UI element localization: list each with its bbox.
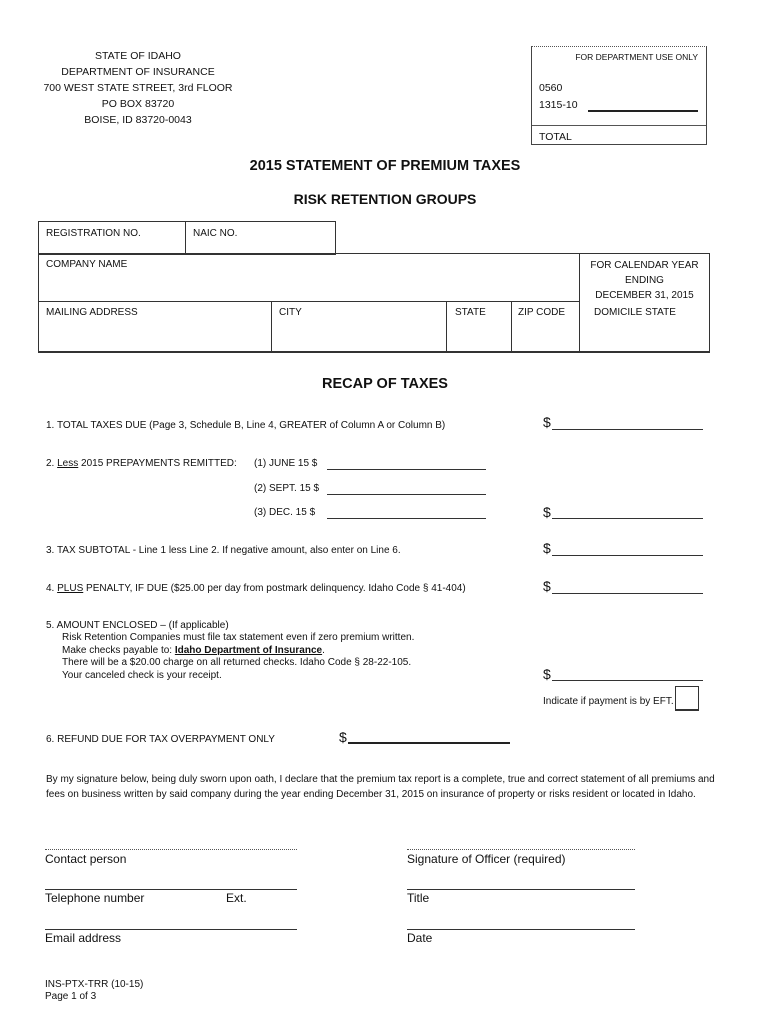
company-name-field[interactable]: COMPANY NAME	[46, 259, 128, 270]
sept-prepayment-label: (2) SEPT. 15 $	[254, 483, 320, 494]
form-title: 2015 STATEMENT OF PREMIUM TAXES	[249, 158, 521, 174]
divider	[39, 301, 579, 302]
line2-less: Less	[57, 458, 79, 469]
eft-label: Indicate if payment is by EFT.	[543, 696, 674, 707]
dec-prepayment-label: (3) DEC. 15 $	[254, 507, 316, 518]
agency-address	[38, 48, 238, 128]
line1-amount-field[interactable]	[552, 418, 703, 430]
city-field[interactable]: CITY	[279, 307, 302, 318]
line2-number: 2.	[46, 458, 58, 469]
line4-number: 4.	[46, 583, 58, 594]
june-prepayment-label: (1) JUNE 15 $	[254, 458, 318, 469]
contact-person-line[interactable]	[45, 849, 297, 850]
line4-amount-field[interactable]	[552, 582, 703, 594]
line2-amount-field[interactable]	[552, 507, 703, 519]
officer-signature-line[interactable]	[407, 849, 635, 850]
payee-name: Idaho Department of Insurance	[174, 644, 323, 656]
dept-code-entry-line[interactable]	[588, 110, 698, 112]
registration-no-field[interactable]: REGISTRATION NO.	[46, 228, 141, 239]
line2-prepayments-label	[46, 458, 237, 469]
agency-line: STATE OF IDAHO	[95, 50, 181, 62]
dollar-sign: $	[543, 540, 551, 556]
line4-penalty-label	[46, 583, 466, 594]
instruction-line: Your canceled check is your receipt.	[62, 669, 222, 681]
officer-signature-label: Signature of Officer (required)	[407, 852, 566, 866]
title-line[interactable]	[407, 889, 635, 890]
calendar-year-line: ENDING	[625, 275, 664, 286]
company-info-box	[38, 253, 710, 353]
instruction-line: There will be a $20.00 charge on all returned checks. Idaho Code § 28-22-105.	[62, 657, 412, 668]
dollar-sign: $	[543, 504, 551, 520]
divider	[271, 301, 272, 351]
zip-code-field[interactable]: ZIP CODE	[518, 307, 566, 318]
dept-code-1315: 1315-10	[539, 99, 578, 111]
divider	[185, 222, 186, 254]
eft-checkbox[interactable]	[675, 686, 699, 711]
line4-plus: PLUS	[57, 583, 84, 594]
contact-person-label: Contact person	[45, 852, 127, 866]
department-use-header: FOR DEPARTMENT USE ONLY	[575, 52, 698, 62]
dec-prepayment-field[interactable]	[327, 507, 486, 519]
payee-end: .	[322, 644, 325, 656]
divider	[532, 125, 706, 126]
instruction-line	[62, 645, 414, 658]
calendar-year-label	[580, 258, 709, 303]
state-field[interactable]: STATE	[455, 307, 486, 318]
naic-no-field[interactable]: NAIC NO.	[193, 228, 238, 239]
line2-text: 2015 PREPAYMENTS REMITTED:	[78, 458, 237, 469]
dept-code-0560: 0560	[539, 82, 563, 94]
line6-refund-label: 6. REFUND DUE FOR TAX OVERPAYMENT ONLY	[46, 734, 275, 745]
dollar-sign: $	[543, 414, 551, 430]
line5-amount-field[interactable]	[552, 669, 703, 681]
registration-box	[38, 221, 336, 255]
extension-label: Ext.	[226, 891, 247, 905]
line1-total-taxes-label: 1. TOTAL TAXES DUE (Page 3, Schedule B, Line 4, GREATER of Column A or Column B)	[46, 420, 446, 431]
form-number: INS-PTX-TRR (10-15)	[45, 979, 144, 990]
calendar-year-line: DECEMBER 31, 2015	[595, 290, 694, 301]
domicile-state-field[interactable]: DOMICILE STATE	[594, 307, 676, 318]
dollar-sign: $	[543, 666, 551, 682]
line3-subtotal-label: 3. TAX SUBTOTAL - Line 1 less Line 2. If negative amount, also enter on Line 6.	[46, 545, 401, 556]
declaration-text: By my signature below, being duly sworn upon oath, I declare that the premium tax report is a complete, true and correct statement of all premiums and fees on business written by said company during the year ending December 31, 2015 on insurance of property or risks resident or located in Idaho.	[46, 774, 715, 800]
agency-line: DEPARTMENT OF INSURANCE	[61, 66, 215, 78]
date-label: Date	[407, 931, 433, 945]
dept-total-label: TOTAL	[539, 131, 572, 143]
agency-line: 700 WEST STATE STREET, 3rd FLOOR	[43, 82, 233, 94]
dollar-sign: $	[339, 729, 347, 745]
instruction-line: Risk Retention Companies must file tax statement even if zero premium written.	[62, 632, 415, 643]
line5-instructions	[62, 632, 414, 682]
line6-amount-field[interactable]	[348, 731, 510, 744]
payable-to-text: Make checks payable to:	[62, 644, 175, 656]
line4-text: PENALTY, IF DUE ($25.00 per day from postmark delinquency. Idaho Code § 41-404)	[83, 583, 466, 594]
divider	[511, 301, 512, 351]
date-line[interactable]	[407, 929, 635, 930]
dollar-sign: $	[543, 578, 551, 594]
june-prepayment-field[interactable]	[327, 458, 486, 470]
mailing-address-field[interactable]: MAILING ADDRESS	[46, 307, 138, 318]
email-label: Email address	[45, 931, 122, 945]
department-use-box	[531, 46, 707, 145]
agency-line: PO BOX 83720	[101, 98, 175, 110]
telephone-line[interactable]	[45, 889, 297, 890]
recap-title: RECAP OF TAXES	[322, 376, 448, 392]
agency-line: BOISE, ID 83720-0043	[84, 114, 192, 126]
line3-amount-field[interactable]	[552, 544, 703, 556]
form-footer	[45, 979, 143, 1003]
divider	[446, 301, 447, 351]
form-subtitle: RISK RETENTION GROUPS	[293, 191, 477, 207]
telephone-label: Telephone number	[45, 891, 145, 905]
email-line[interactable]	[45, 929, 297, 930]
line5-amount-enclosed-label: 5. AMOUNT ENCLOSED – (If applicable)	[46, 620, 229, 631]
sept-prepayment-field[interactable]	[327, 483, 486, 495]
calendar-year-line: FOR CALENDAR YEAR	[590, 260, 699, 271]
title-label: Title	[407, 891, 430, 905]
page-number: Page 1 of 3	[45, 991, 97, 1002]
